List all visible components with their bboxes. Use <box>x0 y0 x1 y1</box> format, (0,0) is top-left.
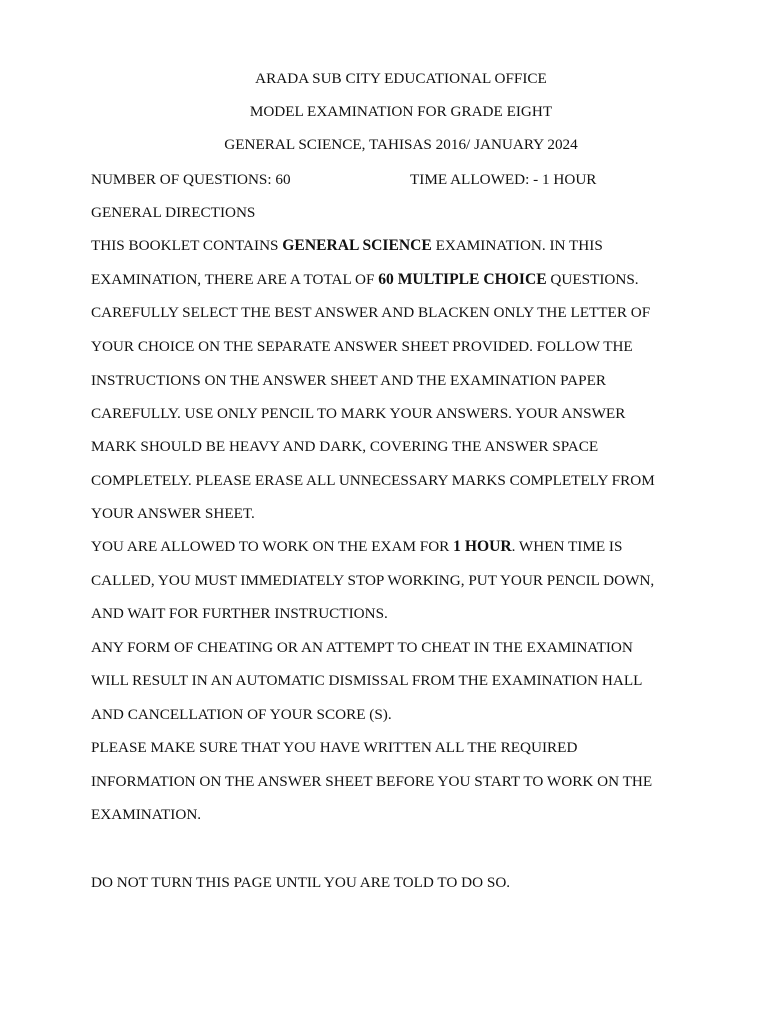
directions-line: YOUR ANSWER SHEET. <box>91 505 255 522</box>
directions-line: WILL RESULT IN AN AUTOMATIC DISMISSAL FROM THE EXAMINATION HALL <box>91 672 643 689</box>
directions-line: COMPLETELY. PLEASE ERASE ALL UNNECESSARY MARKS COMPLETELY FROM <box>91 472 655 489</box>
directions-line: PLEASE MAKE SURE THAT YOU HAVE WRITTEN ALL THE REQUIRED <box>91 739 578 756</box>
exam-title: MODEL EXAMINATION FOR GRADE EIGHT <box>249 103 553 120</box>
number-of-questions: NUMBER OF QUESTIONS: 60 <box>91 171 291 188</box>
text-run: EXAMINATION. IN THIS <box>431 237 603 254</box>
subject-date: GENERAL SCIENCE, TAHISAS 2016/ JANUARY 2024 <box>224 136 578 153</box>
directions-line <box>91 237 603 255</box>
directions-line: YOUR CHOICE ON THE SEPARATE ANSWER SHEET PROVIDED. FOLLOW THE <box>91 338 633 355</box>
directions-line: EXAMINATION. <box>91 806 202 823</box>
directions-line: CAREFULLY SELECT THE BEST ANSWER AND BLACKEN ONLY THE LETTER OF <box>91 304 651 321</box>
text-run: QUESTIONS. <box>546 271 639 288</box>
subject-emphasis: GENERAL SCIENCE <box>282 237 432 254</box>
time-allowed: TIME ALLOWED: - 1 HOUR <box>410 171 597 188</box>
directions-line: INFORMATION ON THE ANSWER SHEET BEFORE YOU START TO WORK ON THE <box>91 773 653 790</box>
text-run: YOU ARE ALLOWED TO WORK ON THE EXAM FOR <box>91 538 454 555</box>
directions-line: CALLED, YOU MUST IMMEDIATELY STOP WORKING, PUT YOUR PENCIL DOWN, <box>91 572 655 589</box>
directions-line: AND WAIT FOR FURTHER INSTRUCTIONS. <box>91 605 388 622</box>
directions-line: INSTRUCTIONS ON THE ANSWER SHEET AND THE EXAMINATION PAPER <box>91 372 606 389</box>
closing-instruction: DO NOT TURN THIS PAGE UNTIL YOU ARE TOLD TO DO SO. <box>91 874 511 891</box>
text-run: THIS BOOKLET CONTAINS <box>91 237 283 254</box>
directions-line: MARK SHOULD BE HEAVY AND DARK, COVERING THE ANSWER SPACE <box>91 438 599 455</box>
text-run: EXAMINATION, THERE ARE A TOTAL OF <box>91 271 379 288</box>
directions-line <box>91 271 639 289</box>
exam-info-row <box>91 171 291 189</box>
question-count-emphasis: 60 MULTIPLE CHOICE <box>378 271 547 288</box>
text-run: . WHEN TIME IS <box>511 538 623 555</box>
directions-line: ANY FORM OF CHEATING OR AN ATTEMPT TO CHEAT IN THE EXAMINATION <box>91 639 633 656</box>
directions-line: CAREFULLY. USE ONLY PENCIL TO MARK YOUR ANSWERS. YOUR ANSWER <box>91 405 626 422</box>
directions-line <box>91 538 622 556</box>
directions-heading: GENERAL DIRECTIONS <box>91 204 256 221</box>
duration-emphasis: 1 HOUR <box>453 538 512 555</box>
office-title: ARADA SUB CITY EDUCATIONAL OFFICE <box>255 70 547 87</box>
directions-line: AND CANCELLATION OF YOUR SCORE (S). <box>91 706 392 723</box>
